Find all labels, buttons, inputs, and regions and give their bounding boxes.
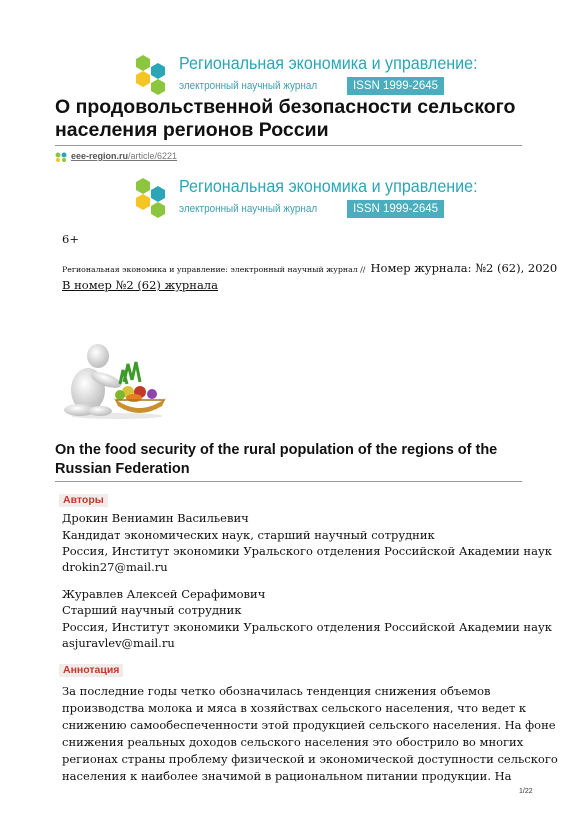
author-degree: Кандидат экономических наук, старший научный сотрудник [62, 528, 435, 542]
issue-link[interactable]: В номер №2 (62) журнала [62, 278, 218, 292]
author-email: asjuravlev@mail.ru [62, 636, 175, 650]
title-divider [55, 145, 522, 146]
hexagon-logo-icon [133, 176, 169, 220]
issue-number: Номер журнала: №2 (62), 2020 [370, 261, 558, 275]
abstract-line: снижения реальных доходов сельского населения это обострило во многих [62, 735, 524, 749]
title-en-divider [55, 481, 522, 482]
author-affiliation: Россия, Институт экономики Уральского отделения Российской Академии наук [62, 620, 552, 634]
abstract-line: За последние годы четко обозначилась тенденция снижения объемов [62, 684, 491, 698]
journal-banner-inline [133, 176, 478, 220]
author-degree: Старший научный сотрудник [62, 603, 242, 617]
abstract-line: регионах страны проблему физической и экономической доступности сельского [62, 752, 558, 766]
journal-banner-top [133, 53, 478, 97]
author-name: Журавлев Алексей Серафимович [62, 587, 266, 601]
abstract-line: снижению самообеспеченности этой продукцией сельского населения. На фоне [62, 718, 556, 732]
abstract-text [62, 683, 558, 785]
banner-issn: ISSN 1999-2645 [347, 77, 444, 95]
author-email: drokin27@mail.ru [62, 560, 168, 574]
abstract-line: населения к наиболее значимой в рациональном питании продукции. На [62, 769, 512, 783]
banner-subtitle: электронный научный журнал [179, 80, 318, 92]
author-name: Дрокин Вениамин Васильевич [62, 511, 249, 525]
banner-title: Региональная экономика и управление: [179, 176, 478, 196]
banner-title: Региональная экономика и управление: [179, 53, 478, 73]
source-path: /article/6221 [128, 151, 178, 161]
page-number: 1/22 [519, 788, 533, 795]
journal-line [62, 257, 557, 276]
abstract-heading: Аннотация [59, 664, 123, 677]
article-title-en: On the food security of the rural population of the regions of the Russian Federation [55, 442, 498, 477]
hexagon-logo-icon [133, 53, 169, 97]
banner-issn: ISSN 1999-2645 [347, 200, 444, 218]
site-favicon-icon [55, 152, 68, 162]
source-url[interactable] [71, 151, 177, 161]
abstract-line: производства молока и мяса в хозяйствах сельского населения, что ведет к [62, 701, 527, 715]
banner-subtitle: электронный научный журнал [179, 203, 318, 215]
figure-with-vegetable-basket-illustration [62, 340, 172, 420]
age-rating: 6+ [62, 232, 79, 246]
article-title-ru: О продовольственной безопасности сельского населения регионов России [55, 96, 516, 141]
authors-heading: Авторы [59, 494, 108, 507]
author-affiliation: Россия, Институт экономики Уральского отделения Российской Академии наук [62, 544, 552, 558]
journal-name: Региональная экономика и управление: электронный научный журнал // [62, 265, 366, 274]
source-domain: eee-region.ru [71, 151, 129, 161]
